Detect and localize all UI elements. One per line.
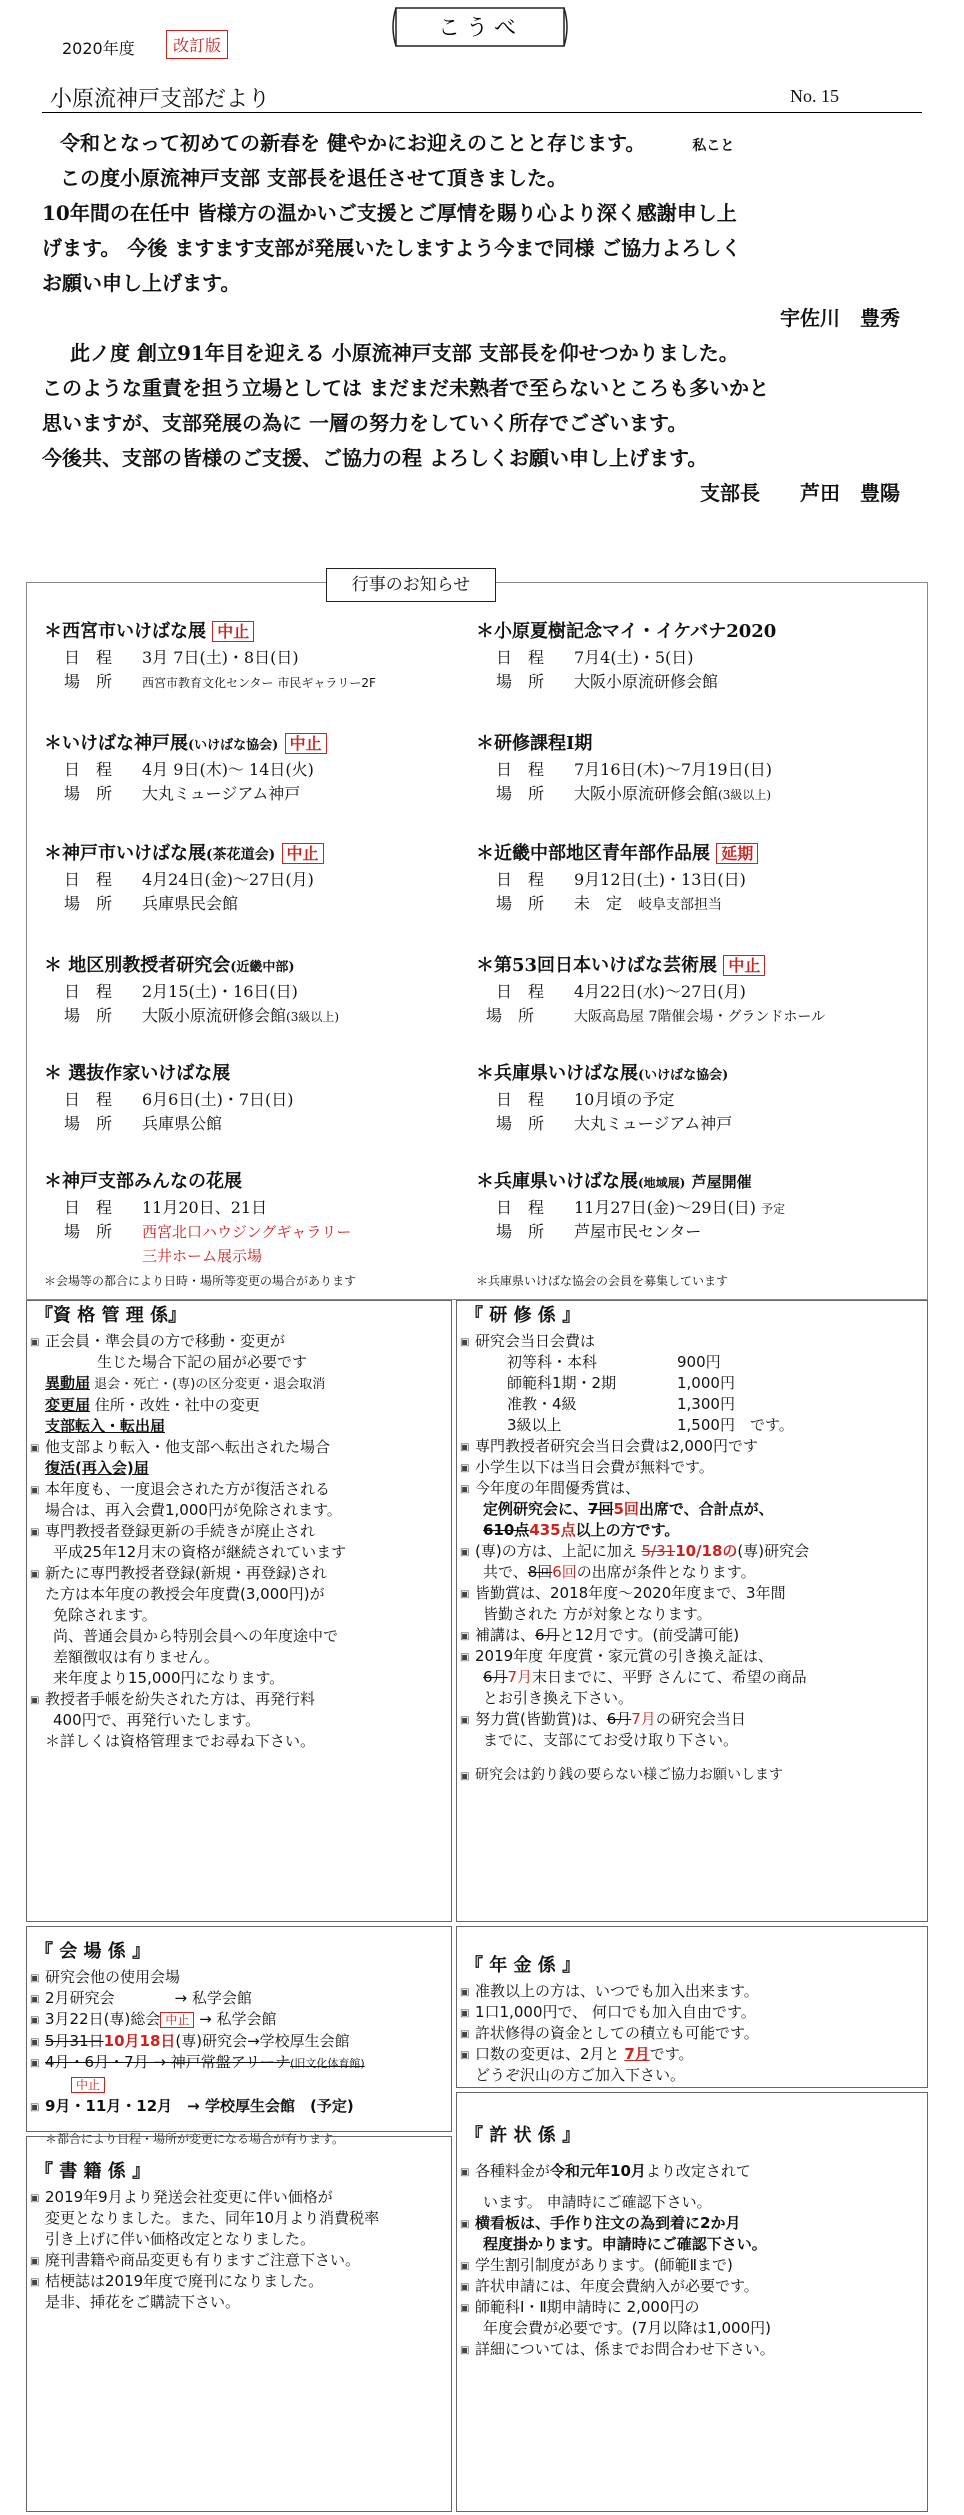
greeting2-line: 今後共、支部の皆様のご支援、ご協力の程 よろしくお願い申し上げます。	[42, 446, 708, 470]
event-place: 三井ホーム展示場	[142, 1247, 263, 1265]
event-item: ＊ 選抜作家いけばな展 日 程 6月6日(土)・7日(日) 場 所 兵庫県公館	[44, 1063, 294, 1133]
event-date: 4月22日(水)～27日(月)	[574, 982, 746, 1001]
event-date: 10月頃の予定	[574, 1090, 675, 1109]
event-item: ＊近畿中部地区青年部作品展 延期 日 程 9月12日(土)・13日(日) 場 所 未 定 岐阜支部担当	[476, 840, 916, 916]
event-item: ＊研修課程Ⅰ期 日 程 7月16日(木)～7月19日(日) 場 所 大阪小原流研修会館(3級以上)	[476, 733, 773, 803]
event-item: ＊神戸支部みんなの花展 日 程 11月20日、21日 場 所 西宮北口ハウジングギャラリー 三井ホーム展示場	[44, 1171, 352, 1265]
event-date: 3月 7日(土)・8日(日)	[142, 648, 299, 667]
issue-year: 2020年度	[62, 39, 135, 58]
section-title: 『 研 修 係 』	[465, 1305, 581, 1326]
cancel-badge: 中止	[285, 733, 327, 754]
greeting-section	[42, 126, 940, 511]
greeting1-aside: 私こと	[692, 138, 735, 154]
event-date: 6月6日(土)・7日(日)	[142, 1090, 294, 1109]
event-place: 兵庫県公館	[142, 1114, 223, 1133]
cancel-badge: 中止	[723, 955, 765, 976]
event-date: 2月15(土)・16日(日)	[142, 982, 298, 1001]
section-title: 『 年 金 係 』	[465, 1955, 581, 1976]
event-item: ＊兵庫県いけばな展(いけばな協会) 日 程 10月頃の予定 場 所 大丸ミュージアム神戸	[476, 1063, 733, 1133]
venue-section: 『 会 場 係 』 ▣ 研究会他の使用会場 ▣ 2月研究会 → 私学会館 ▣ 3月22日(専)総会 中止 → 私学会館 ▣ 5月31日10月18日(専)研究会→学校厚生会館 ▣ 4月・6月・7月 → 神戸常盤アリーナ(旧文化体育館) 中止 ▣ 9月・11月・12月 → 学校厚生会館 (予定) ＊都合により日程・場所が変更になる場合が有ります。	[26, 1926, 452, 2132]
event-item: ＊ 地区別教授者研究会(近畿中部) 日 程 2月15(土)・16日(日) 場 所 大阪小原流研修会館(3級以上)	[44, 955, 340, 1025]
event-item: ＊いけばな神戸展(いけばな協会) 中止 日 程 4月 9日(木)～ 14日(火) 場 所 大丸ミュージアム神戸	[44, 730, 464, 806]
event-date: 11月20日、21日	[142, 1198, 268, 1217]
event-item: ＊小原夏樹記念マイ・イケバナ2020 日 程 7月4(土)・5(日) 場 所 大阪小原流研修会館	[476, 621, 777, 691]
greeting1-line: この度小原流神戸支部 支部長を退任させて頂きました。	[60, 166, 567, 190]
greeting2-line: 思いますが、支部発展の為に 一層の努力をしていく所存でございます。	[42, 411, 688, 435]
newsletter-title: 小原流神戸支部だより	[50, 87, 271, 112]
revised-badge: 改訂版	[166, 30, 228, 59]
event-item: ＊神戸市いけばな展(茶花道会) 中止 日 程 4月24日(金)～27日(月) 場 所 兵庫県民会館	[44, 840, 464, 916]
postpone-badge: 延期	[716, 843, 758, 864]
section-title: 『 許 状 係 』	[465, 2125, 581, 2146]
greeting2-signature: 支部長 芦田 豊陽	[700, 481, 900, 505]
events-note: ＊兵庫県いけばな協会の会員を募集しています	[476, 1274, 729, 1288]
event-place: 未 定	[574, 894, 623, 913]
event-place: 西宮市教育文化センター 市民ギャラリー2F	[142, 676, 376, 690]
training-section: 『 研 修 係 』 ▣ 研究会当日会費は 初等科・本科 900円 師範科1期・2期 1,000円 准教・4級 1,300円 3級以上 1,500円 です。 ▣ 専門教授者研究会当日会費は2,000円です ▣ 小学生以下は当日会費が無料です。 ▣ 今年度の年間優秀賞は、 定例研究会に、7回5回出席で、合計点が、 610点435点以上の方です。 ▣ (専)の方は、上記に加え 5/3110/18の(専)研究会 共で、8回6回の出席が条件となります。 ▣ 皆勤賞は、2018年度～2020年度まで、3年間 皆勤された 方が対象となります。 ▣ 補講は、6月と12月です。(前受講可能) ▣ 2019年度 年度賞・家元賞の引き換え証は、 6月7月末日までに、平野 さんにて、希望の商品 とお引き換え下さい。 ▣ 努力賞(皆勤賞)は、6月7月の研究会当日 までに、支部にてお受け取り下さい。 ▣ 研究会は釣り銭の要らない様ご協力お願いします	[456, 1300, 928, 1922]
event-item: ＊西宮市いけばな展 中止 日 程 3月 7日(土)・8日(日) 場 所 西宮市教育文化センター 市民ギャラリー2F	[44, 621, 376, 691]
greeting1-line: 令和となって初めての新春を 健やかにお迎えのことと存じます。 私こと	[60, 131, 735, 155]
event-place: 大阪小原流研修会館	[142, 1006, 287, 1025]
event-date: 4月24日(金)～27日(月)	[142, 870, 314, 889]
books-section: 『 書 籍 係 』 ▣ 2019年9月より発送会社変更に伴い価格が 変更となりました。また、同年10月より消費税率 引き上げに伴い価格改定となりました。 ▣ 廃刊書籍や商品変更も有りますご注意下さい。 ▣ 桔梗誌は2019年度で廃刊になりました。 是非、挿花をご購読下さい。	[26, 2136, 452, 2512]
event-item: ＊第53回日本いけばな芸術展 中止 日 程 4月22日(水)～27日(月) 場 所 大阪高島屋 7階催会場・グランドホール	[476, 955, 826, 1025]
event-place: 大丸ミュージアム神戸	[142, 784, 301, 803]
greeting1-line: お願い申し上げます。	[42, 271, 241, 295]
pension-section: 『 年 金 係 』 ▣ 准教以上の方は、いつでも加入出来ます。 ▣ 1口1,000円で、 何口でも加入自由です。 ▣ 許状修得の資金としての積立も可能です。 ▣ 口数の変更は、2月と 7月です。 どうぞ沢山の方ご加入下さい。	[456, 1926, 928, 2088]
greeting2-line: このような重責を担う立場としては まだまだ未熟者で至らないところも多いかと	[42, 376, 769, 400]
greeting1-line: げます。 今後 ますます支部が発展いたしますよう今まで同様 ご協力よろしく	[42, 236, 742, 260]
event-place: 芦屋市民センター	[574, 1222, 702, 1241]
issue-number: No. 15	[790, 86, 839, 106]
events-heading: 行事のお知らせ	[326, 568, 496, 602]
cancel-badge: 中止	[71, 2077, 105, 2093]
cancel-badge: 中止	[160, 2012, 194, 2028]
event-item: ＊兵庫県いけばな展(地域展) 芦屋開催 日 程 11月27日(金)～29日(日) 予定 場 所 芦屋市民センター	[476, 1171, 786, 1241]
event-date: 9月12日(土)・13日(日)	[574, 870, 746, 889]
event-date: 11月27日(金)～29日(日)	[574, 1198, 757, 1217]
cancel-badge: 中止	[282, 843, 324, 864]
greeting1-signature: 宇佐川 豊秀	[780, 306, 900, 330]
event-place: 大阪高島屋 7階催会場・グランドホール	[574, 1009, 826, 1025]
event-date: 7月4(土)・5(日)	[574, 648, 694, 667]
event-place: 大阪小原流研修会館	[574, 672, 719, 691]
section-title: 『 会 場 係 』	[35, 1941, 151, 1962]
cancel-badge: 中止	[212, 621, 254, 642]
greeting2-line: 此ノ度 創立91年目を迎える 小原流神戸支部 支部長を仰せつかりました。	[70, 341, 739, 365]
event-place: 大丸ミュージアム神戸	[574, 1114, 733, 1133]
license-section: 『 許 状 係 』 ▣ 各種料金が令和元年10月より改定されて います。 申請時にご確認下さい。 ▣ 横看板は、手作り注文の為到着に2か月 程度掛かります。申請時にご確認下さい。 ▣ 学生割引制度があります。(師範Ⅱまで) ▣ 許状申請には、年度会費納入が必要です。 ▣ 師範科Ⅰ・Ⅱ期申請時に 2,000円の 年度会費が必要です。(7月以降は1,000円) ▣ 詳細については、係までお問合わせ下さい。	[456, 2092, 928, 2512]
greeting1-line: 10年間の在任中 皆様方の温かいご支援とご厚情を賜り心より深く感謝申し上	[42, 201, 737, 225]
header-tab-text: こうべ	[437, 16, 523, 41]
section-title: 『資 格 管 理 係』	[35, 1305, 187, 1326]
event-place: 西宮北口ハウジングギャラリー	[142, 1223, 352, 1241]
event-place: 大阪小原流研修会館	[574, 784, 719, 803]
event-place: 兵庫県民会館	[142, 894, 239, 913]
section-title: 『 書 籍 係 』	[35, 2161, 151, 2182]
header-divider	[42, 112, 922, 113]
event-date: 7月16日(木)～7月19日(日)	[574, 760, 773, 779]
qualification-section: 『資 格 管 理 係』 ▣ 正会員・準会員の方で移動・変更が 生じた場合下記の届が必要です 異動届 退会・死亡・(専)の区分変更・退会取消 変更届 住所・改姓・社中の変更 支部転入・転出届 ▣ 他支部より転入・他支部へ転出された場合 復活(再入会)届 ▣ 本年度も、一度退会された方が復活される 場合は、再入会費1,000円が免除されます。 ▣ 専門教授者登録更新の手続きが廃止され 平成25年12月末の資格が継続されています ▣ 新たに専門教授者登録(新規・再登録)され た方は本年度の教授会年度費(3,000円)が 免除されます。 尚、普通会員から特別会員への年度途中で 差額徴収は有りません。 来年度より15,000円になります。 ▣ 教授者手帳を紛失された方は、再発行料 400円で、再発行いたします。 ＊詳しくは資格管理までお尋ね下さい。	[26, 1300, 452, 1922]
header-tab-frame	[390, 4, 570, 50]
event-date: 4月 9日(木)～ 14日(火)	[142, 760, 314, 779]
events-note: ＊会場等の都合により日時・場所等変更の場合があります	[44, 1274, 357, 1288]
